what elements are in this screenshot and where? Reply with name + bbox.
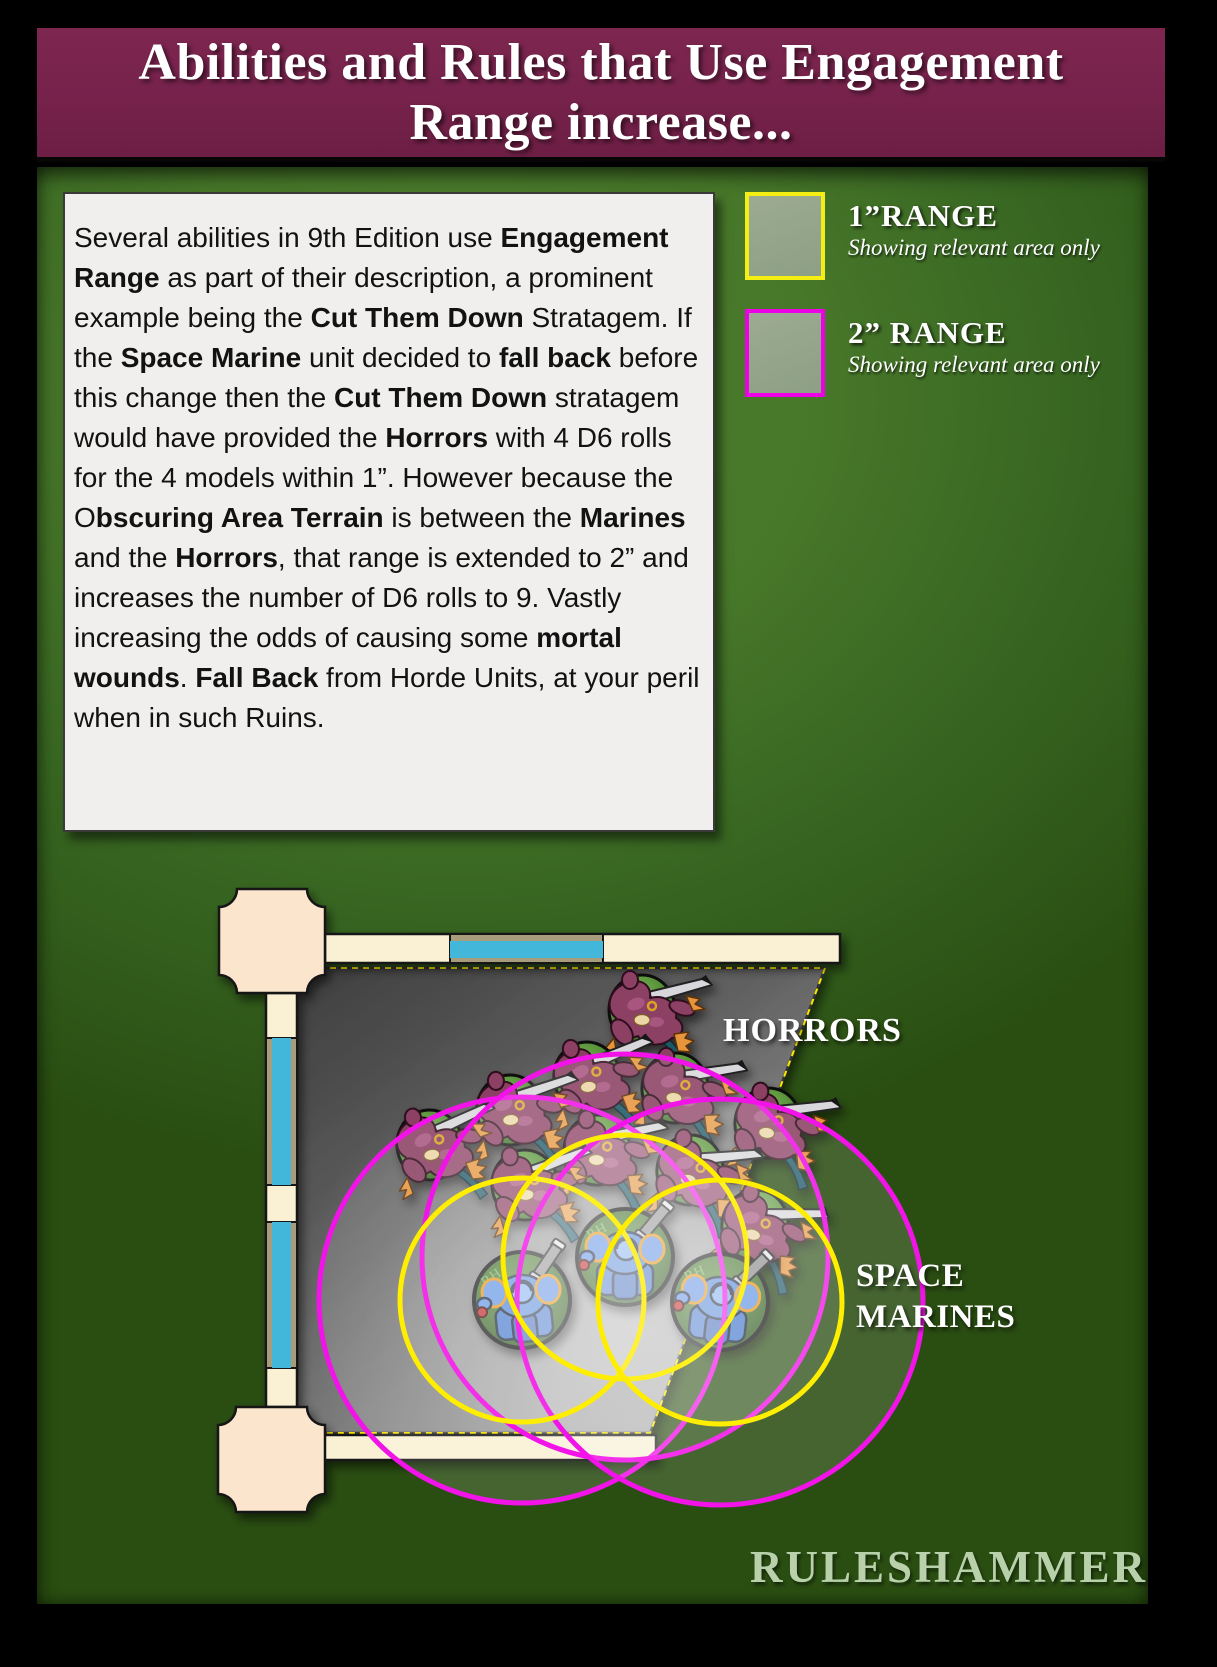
page-title-line1: Abilities and Rules that Use Engagement	[138, 33, 1064, 91]
range-circle-1in	[598, 1180, 842, 1424]
legend-swatch-2in	[745, 309, 825, 397]
horrors-label: HORRORS	[723, 1012, 902, 1049]
legend-note-1in: Showing relevant area only	[848, 235, 1100, 260]
legend-note-2in: Showing relevant area only	[848, 352, 1100, 377]
legend-swatch-1in	[745, 192, 825, 280]
ruin-corner-piece	[218, 1407, 325, 1512]
legend-item-1in	[745, 192, 1100, 280]
legend-item-2in	[745, 309, 1100, 397]
legend-label-2in: 2” RANGE	[848, 315, 1007, 350]
description-text: Several abilities in 9th Edition use Engagement Range as part of their description, a prominent example being the Cut Them Down Stratagem. If the Space Marine unit decided to fall back before this change then the Cut Them Down stratagem would have provided the Horrors with 4 D6 rolls for the 4 models within 1”. However because the Obscuring Area Terrain is between the Marines and the Horrors, that range is extended to 2” and increases the number of D6 rolls to 9. Vastly increasing the odds of causing some mortal wounds. Fall Back from Horde Units, at your peril when in such Ruins.	[74, 222, 700, 733]
description-box	[63, 192, 715, 832]
page-title-line2: Range increase...	[409, 93, 793, 151]
ruleshammer-brand: RULESHAMMER	[750, 1542, 1149, 1592]
ruin-corner-piece	[219, 889, 325, 993]
space-marines-label-line2: MARINES	[856, 1299, 1016, 1335]
space-marines-label-line1: SPACE	[856, 1258, 965, 1294]
legend-label-1in: 1”RANGE	[848, 198, 998, 233]
space-marines-label	[856, 1256, 1015, 1338]
